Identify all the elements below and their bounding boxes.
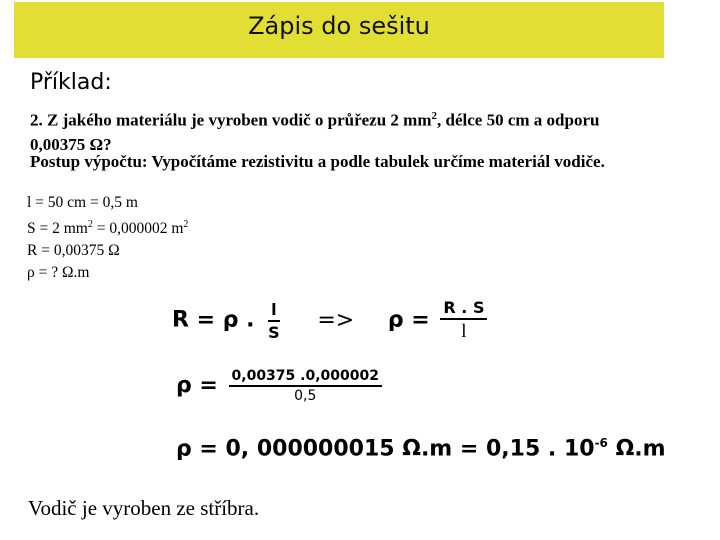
formula-substitution: ρ = $\frac{0,00375 .0,000002}{0,5}$ — [176, 368, 385, 404]
problem-line-1: 2. Z jakého materiálu je vyroben vodič o průřezu 2 $mm^2$, délce 50 cm a odporu — [30, 110, 600, 130]
given-length: l = 50 cm = 0,5 m — [27, 194, 138, 211]
problem-line-2: 0,00375 Ω? — [30, 134, 112, 154]
procedure-text: Postup výpočtu: Vypočítáme rezistivitu a podle tabulek určíme materiál vodiče. — [30, 152, 605, 171]
implies-arrow: => — [317, 307, 355, 333]
formula-resistance: R = ρ . $\frac{l}{S}$ => ρ = $\frac{R . S}{l}$ — [172, 298, 490, 343]
slide-title: Zápis do sešitu — [248, 12, 430, 40]
example-heading: Příklad: — [30, 70, 112, 95]
fraction-l-over-s: $\frac{l}{S}$ — [268, 299, 280, 342]
given-values — [27, 192, 188, 284]
formula-result: ρ = 0, 000000015 Ω.m = 0,15 . $10^{-6}$ Ω.m — [176, 436, 666, 462]
given-resistance: R = 0,00375 Ω — [27, 242, 120, 260]
given-resistivity: ρ = ? Ω.m — [27, 264, 90, 282]
conclusion-text: Vodič je vyroben ze stříbra. — [28, 496, 260, 520]
fraction-rs-over-l: $\frac{R . S}{l}$ — [440, 298, 487, 343]
given-cross-section: S = 2 $mm^2 = 0,000002$ $m^2$ — [27, 219, 189, 238]
title-bar — [14, 2, 664, 58]
problem-statement — [30, 104, 599, 157]
substitution-fraction: $\frac{0,00375 .0,000002}{0,5}$ — [229, 368, 382, 404]
